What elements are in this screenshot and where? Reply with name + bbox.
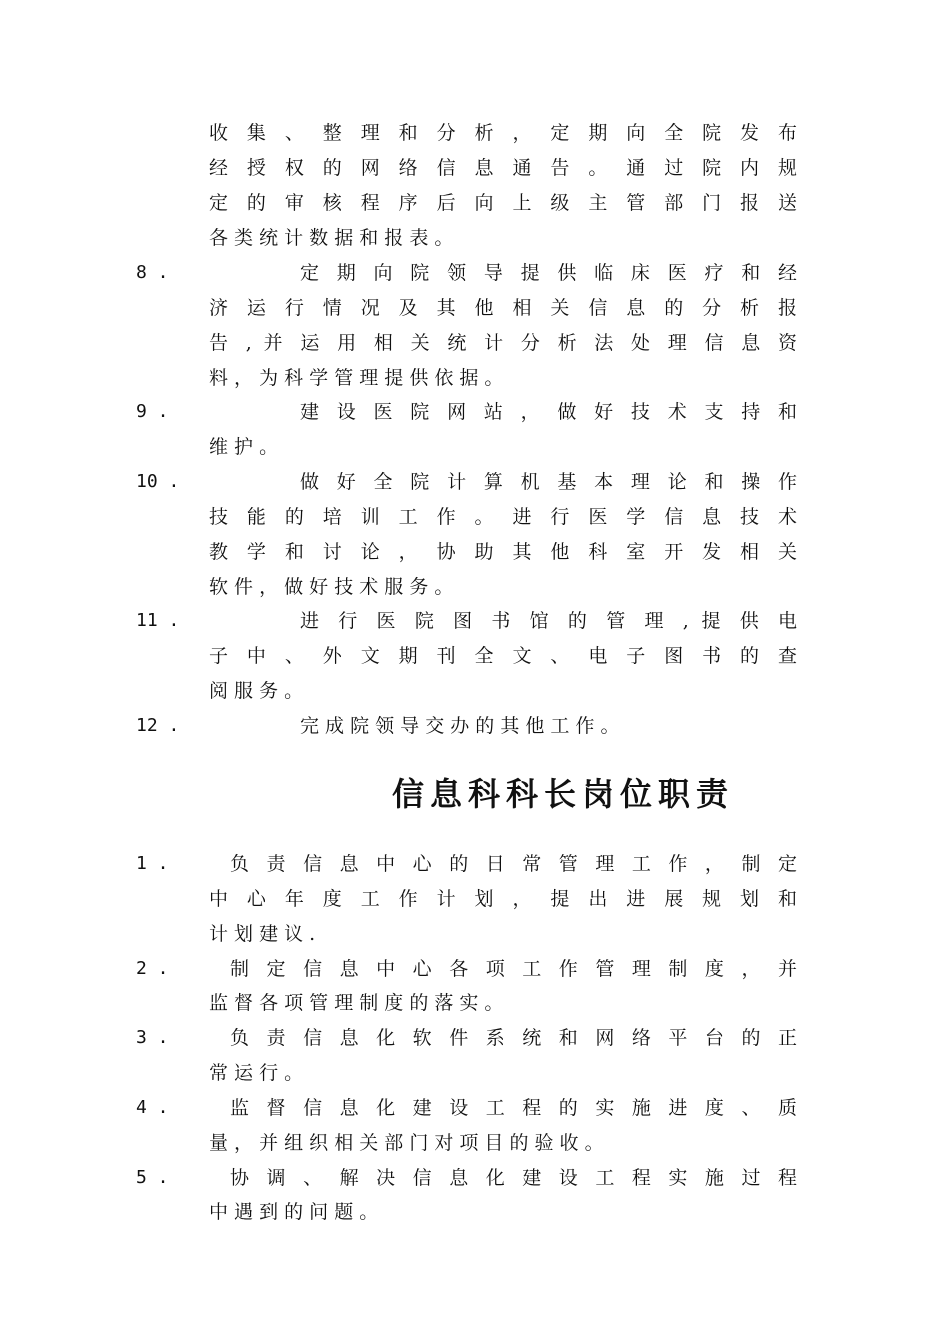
- item-line: 计 划 建 议 .: [209, 923, 316, 945]
- item-line: 负 责 信 息 中 心 的 日 常 管 理 工 作 ， 制 定: [230, 853, 797, 875]
- item-line: 料 ， 为 科 学 管 理 提 供 依 据 。: [209, 367, 504, 389]
- item-number: 8 .: [136, 262, 169, 283]
- item-line: 做 好 全 院 计 算 机 基 本 理 论 和 操 作: [300, 471, 797, 493]
- item-line: 协 调 、 解 决 信 息 化 建 设 工 程 实 施 过 程: [230, 1167, 797, 1189]
- item-line: 教 学 和 讨 论 ， 协 助 其 他 科 室 开 发 相 关: [209, 541, 797, 563]
- item-number: 4 .: [136, 1097, 169, 1118]
- item-line: 量 ， 并 组 织 相 关 部 门 对 项 目 的 验 收 。: [209, 1132, 604, 1154]
- continuation-line: 经 授 权 的 网 络 信 息 通 告 。 通 过 院 内 规: [209, 157, 797, 179]
- item-line: 定 期 向 院 领 导 提 供 临 床 医 疗 和 经: [300, 262, 797, 284]
- item-number: 12 .: [136, 715, 180, 736]
- item-line: 济 运 行 情 况 及 其 他 相 关 信 息 的 分 析 报: [209, 297, 797, 319]
- item-number: 5 .: [136, 1167, 169, 1188]
- item-line: 建 设 医 院 网 站 ， 做 好 技 术 支 持 和: [300, 401, 797, 423]
- item-line: 子 中 、 外 文 期 刊 全 文 、 电 子 图 书 的 查: [209, 645, 797, 667]
- item-number: 10 .: [136, 471, 180, 492]
- continuation-line: 收 集 、 整 理 和 分 析 ， 定 期 向 全 院 发 布: [209, 122, 797, 144]
- item-number: 3 .: [136, 1027, 169, 1048]
- item-line: 常 运 行 。: [209, 1062, 304, 1084]
- item-number: 9 .: [136, 401, 169, 422]
- item-line: 告 , 并 运 用 相 关 统 计 分 析 法 处 理 信 息 资: [209, 332, 797, 354]
- item-number: 2 .: [136, 958, 169, 979]
- item-line: 中 心 年 度 工 作 计 划 ， 提 出 进 展 规 划 和: [209, 888, 797, 910]
- item-line: 进 行 医 院 图 书 馆 的 管 理 , 提 供 电: [300, 610, 797, 632]
- item-line: 技 能 的 培 训 工 作 。 进 行 医 学 信 息 技 术: [209, 506, 797, 528]
- section-title: 信息科科长岗位职责: [392, 775, 735, 813]
- continuation-line: 各 类 统 计 数 据 和 报 表 。: [209, 227, 454, 249]
- item-line: 阅 服 务 。: [209, 680, 304, 702]
- item-line: 维 护 。: [209, 436, 279, 458]
- item-line: 制 定 信 息 中 心 各 项 工 作 管 理 制 度 ， 并: [230, 958, 797, 980]
- item-line: 监 督 信 息 化 建 设 工 程 的 实 施 进 度 、 质: [230, 1097, 797, 1119]
- continuation-line: 定 的 审 核 程 序 后 向 上 级 主 管 部 门 报 送: [209, 192, 797, 214]
- item-number: 1 .: [136, 853, 169, 874]
- item-line: 中 遇 到 的 问 题 。: [209, 1201, 379, 1223]
- item-number: 11 .: [136, 610, 180, 631]
- item-line: 监 督 各 项 管 理 制 度 的 落 实 。: [209, 992, 504, 1014]
- item-line: 负 责 信 息 化 软 件 系 统 和 网 络 平 台 的 正: [230, 1027, 797, 1049]
- item-line: 完 成 院 领 导 交 办 的 其 他 工 作 。: [300, 715, 620, 737]
- item-line: 软 件 ， 做 好 技 术 服 务 。: [209, 576, 454, 598]
